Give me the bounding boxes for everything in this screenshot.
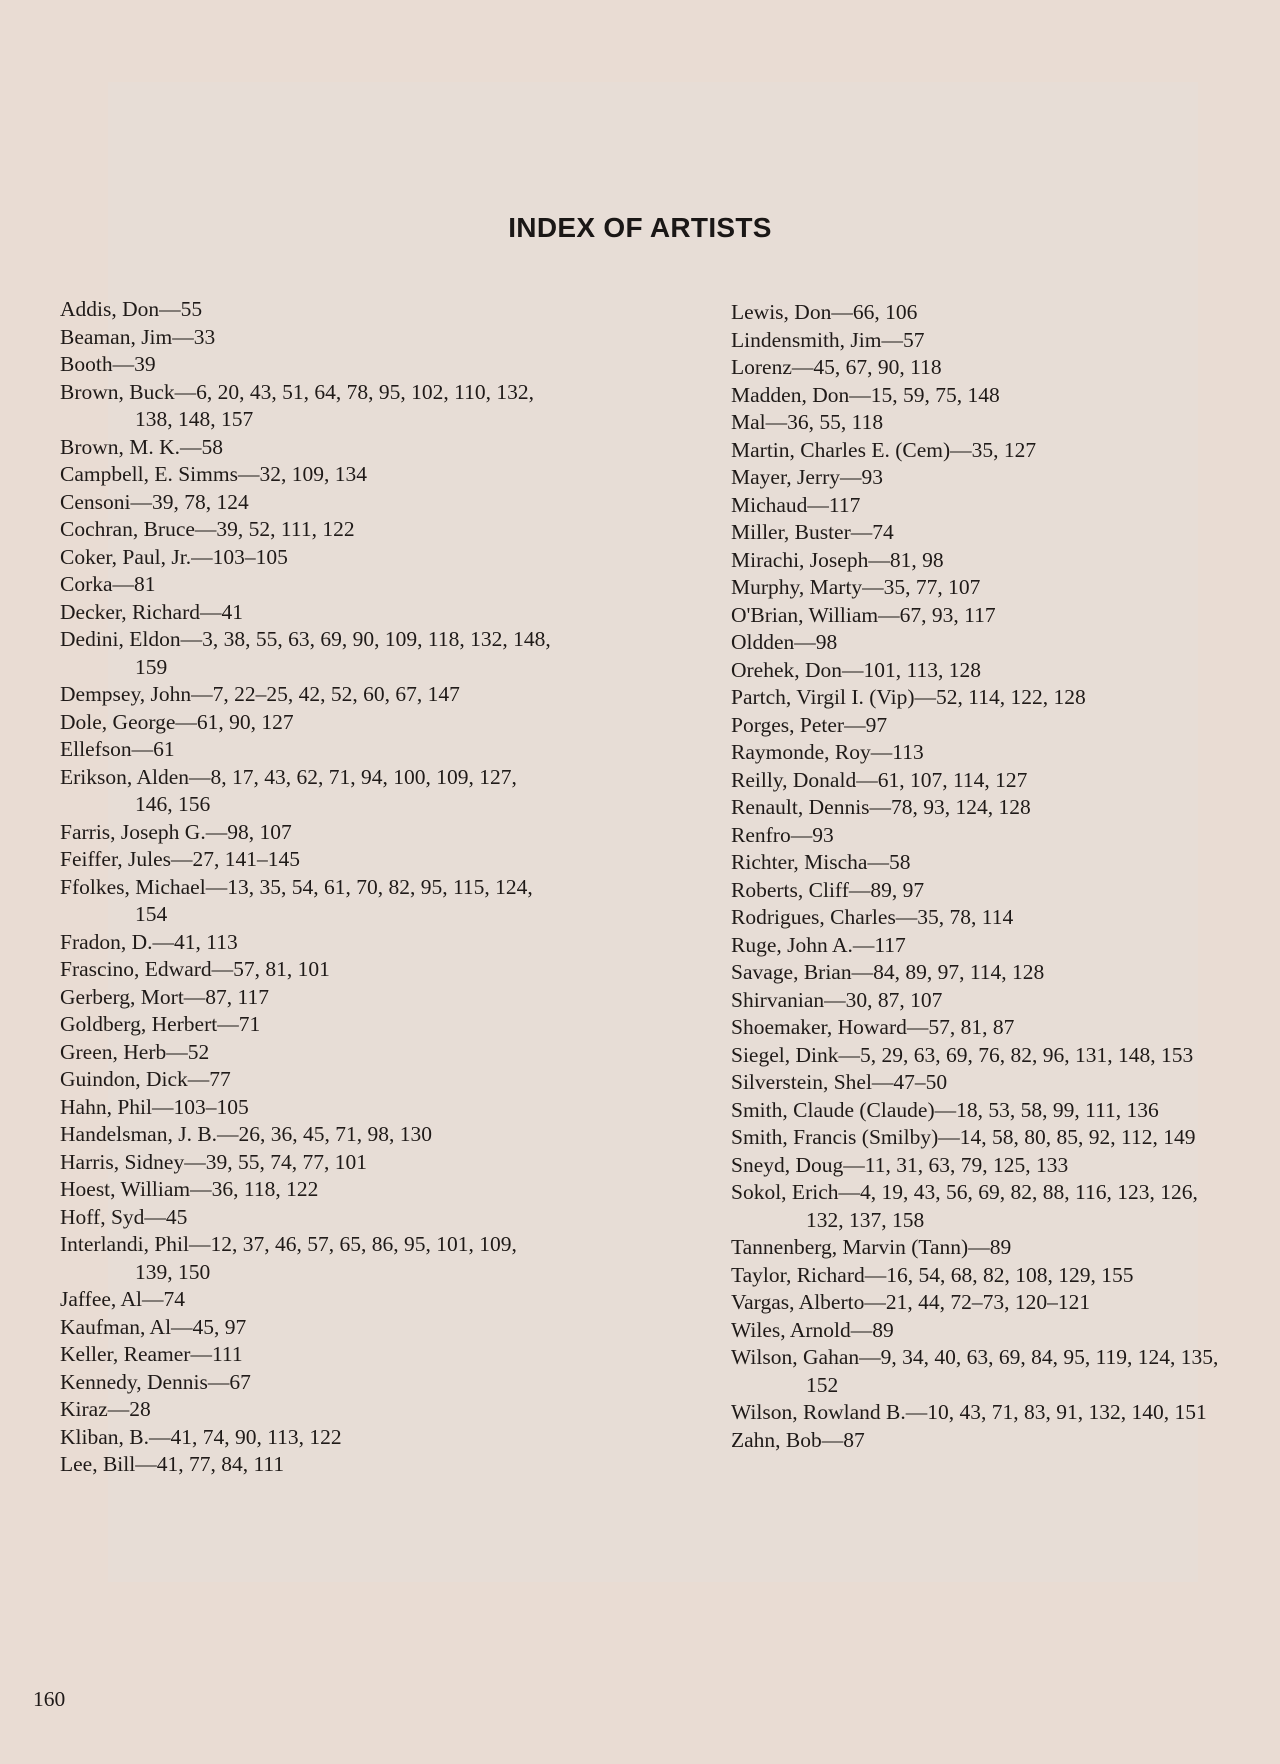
index-entry-continuation: 152 [806,1372,839,1397]
index-entry-text: Dedini, Eldon—3, 38, 55, 63, 69, 90, 109, 118, 132, 148, [60,627,551,651]
index-entry [731,629,1251,657]
index-entry-text: Harris, Sidney—39, 55, 74, 77, 101 [60,1149,367,1174]
index-entry [731,382,1251,410]
index-entry [731,464,1251,492]
index-entry-text: Renault, Dennis—78, 93, 124, 128 [731,795,1031,819]
index-entry [731,299,1251,327]
index-entry [60,379,600,434]
index-entry [731,822,1251,850]
index-entry [60,489,600,517]
index-entry-text: Goldberg, Herbert—71 [60,1012,261,1036]
index-entry-text: Hoest, William—36, 118, 122 [60,1177,319,1201]
index-entry [731,437,1251,465]
index-entry [60,1424,600,1452]
index-entry-text: Frascino, Edward—57, 81, 101 [60,957,330,981]
index-entry-text: Lindensmith, Jim—57 [731,327,925,352]
index-entry [60,626,600,681]
index-entry-text: Raymonde, Roy—113 [731,740,924,764]
index-entry [60,1396,600,1424]
index-entry [731,1262,1251,1290]
index-entry [731,1152,1251,1180]
index-entry-text: Green, Herb—52 [60,1039,210,1064]
index-entry-text: Lee, Bill—41, 77, 84, 111 [60,1452,285,1476]
index-entry-text: Zahn, Bob—87 [731,1427,865,1452]
index-entry [731,1399,1251,1427]
index-entry-continuation: 159 [135,654,168,679]
index-entry-text: Ffolkes, Michael—13, 35, 54, 61, 70, 82, 95, 115, 124, [60,874,533,899]
index-entry-text: Lewis, Don—66, 106 [731,300,918,324]
index-entry [60,461,600,489]
index-entry-continuation: 154 [135,902,168,926]
index-entry-text: Censoni—39, 78, 124 [60,489,249,514]
index-entry-text: Sokol, Erich—4, 19, 43, 56, 69, 82, 88, 116, 123, 126, [731,1180,1198,1204]
index-entry [731,904,1251,932]
index-entry-text: Shoemaker, Howard—57, 81, 87 [731,1015,1015,1039]
index-entry-text: Murphy, Marty—35, 77, 107 [731,575,981,599]
index-entry [731,1234,1251,1262]
index-entry [731,547,1251,575]
index-entry-text: Coker, Paul, Jr.—103–105 [60,544,288,569]
index-entry [60,709,600,737]
index-entry-text: Smith, Francis (Smilby)—14, 58, 80, 85, 92, 112, 149 [731,1125,1196,1149]
index-entry [731,739,1251,767]
index-entry [731,794,1251,822]
index-entry-text: Jaffee, Al—74 [60,1287,185,1311]
index-entry-text: Porges, Peter—97 [731,712,888,737]
index-entry-text: Ellefson—61 [60,737,175,761]
index-entry-text: Tannenberg, Marvin (Tann)—89 [731,1235,1012,1259]
index-entry-text: Interlandi, Phil—12, 37, 46, 57, 65, 86, 95, 101, 109, [60,1232,517,1256]
index-entry [731,959,1251,987]
index-entry [731,877,1251,905]
index-entry [731,1124,1251,1152]
index-entry [60,1149,600,1177]
index-entry-text: Miller, Buster—74 [731,520,894,544]
index-entry [731,409,1251,437]
index-entry [60,1204,600,1232]
index-entry [60,736,600,764]
index-entry-text: Kaufman, Al—45, 97 [60,1314,247,1339]
index-entry [731,1069,1251,1097]
page-number: 160 [33,1687,66,1711]
index-entry-text: Reilly, Donald—61, 107, 114, 127 [731,767,1028,792]
index-entry-text: Erikson, Alden—8, 17, 43, 62, 71, 94, 100, 109, 127, [60,764,517,789]
index-entry-text: Handelsman, J. B.—26, 36, 45, 71, 98, 130 [60,1122,433,1146]
index-entry-text: O'Brian, William—67, 93, 117 [731,602,996,627]
index-entry [60,1369,600,1397]
index-entry-text: Vargas, Alberto—21, 44, 72–73, 120–121 [731,1290,1091,1314]
index-entry-text: Hoff, Syd—45 [60,1204,188,1229]
index-entry-text: Oldden—98 [731,630,838,654]
index-column-left [60,296,600,1479]
index-entry-text: Richter, Mischa—58 [731,850,911,874]
index-entry-text: Partch, Virgil I. (Vip)—52, 114, 122, 128 [731,685,1086,709]
index-entry-text: Dempsey, John—7, 22–25, 42, 52, 60, 67, 147 [60,682,460,706]
index-entry [60,296,600,324]
index-entry [60,956,600,984]
index-entry-text: Feiffer, Jules—27, 141–145 [60,847,300,871]
index-entry [731,657,1251,685]
index-entry [60,351,600,379]
index-entry [731,1042,1251,1070]
index-entry [731,1317,1251,1345]
index-entry-text: Martin, Charles E. (Cem)—35, 127 [731,437,1037,462]
index-entry [60,1066,600,1094]
index-entry-text: Siegel, Dink—5, 29, 63, 69, 76, 82, 96, 131, 148, 153 [731,1042,1194,1067]
index-entry-text: Kennedy, Dennis—67 [60,1369,251,1394]
index-entry [60,1341,600,1369]
index-entry [60,516,600,544]
index-column-right [731,299,1251,1454]
index-entry-text: Mayer, Jerry—93 [731,465,883,489]
index-entry-text: Lorenz—45, 67, 90, 118 [731,355,942,379]
index-entry [731,327,1251,355]
index-entry-text: Fradon, D.—41, 113 [60,929,238,954]
index-entry-text: Orehek, Don—101, 113, 128 [731,657,982,682]
index-entry-text: Brown, M. K.—58 [60,434,224,459]
index-entry [731,767,1251,795]
index-entry-text: Wilson, Rowland B.—10, 43, 71, 83, 91, 132, 140, 151 [731,1400,1207,1424]
index-entry-text: Savage, Brian—84, 89, 97, 114, 128 [731,960,1045,984]
index-entry-text: Cochran, Bruce—39, 52, 111, 122 [60,517,355,541]
index-entry-text: Wiles, Arnold—89 [731,1317,894,1342]
index-entry [60,874,600,929]
index-entry-continuation: 139, 150 [135,1259,211,1284]
index-entry [731,849,1251,877]
index-entry [731,574,1251,602]
index-entry [60,1314,600,1342]
index-entry-text: Michaud—117 [731,492,861,517]
index-entry [731,1344,1251,1399]
index-entry [731,712,1251,740]
index-entry-text: Dole, George—61, 90, 127 [60,709,294,734]
index-entry [60,819,600,847]
index-entry [60,1121,600,1149]
index-entry-text: Decker, Richard—41 [60,599,244,624]
index-entry-text: Silverstein, Shel—47–50 [731,1070,948,1094]
index-entry-text: Taylor, Richard—16, 54, 68, 82, 108, 129, 155 [731,1262,1134,1287]
index-entry [731,1179,1251,1234]
index-entry [60,599,600,627]
index-entry [60,1231,600,1286]
index-entry [731,932,1251,960]
index-entry [60,1011,600,1039]
index-entry [60,1286,600,1314]
index-entry-text: Kliban, B.—41, 74, 90, 113, 122 [60,1424,342,1449]
index-entry-continuation: 132, 137, 158 [806,1207,925,1232]
index-entry-text: Gerberg, Mort—87, 117 [60,984,269,1009]
index-entry-text: Beaman, Jim—33 [60,324,216,349]
index-entry-text: Wilson, Gahan—9, 34, 40, 63, 69, 84, 95, 119, 124, 135, [731,1345,1219,1369]
index-entry-text: Ruge, John A.—117 [731,932,906,957]
index-entry-text: Shirvanian—30, 87, 107 [731,987,943,1012]
index-entry-text: Hahn, Phil—103–105 [60,1094,249,1119]
index-entry-continuation: 138, 148, 157 [135,407,254,431]
index-entry [731,1427,1251,1455]
index-entry [731,1289,1251,1317]
index-entry-text: Booth—39 [60,352,156,376]
index-entry-text: Rodrigues, Charles—35, 78, 114 [731,905,1014,929]
index-entry-text: Brown, Buck—6, 20, 43, 51, 64, 78, 95, 102, 110, 132, [60,379,534,404]
index-entry [731,1097,1251,1125]
index-entry [731,602,1251,630]
index-entry [60,571,600,599]
index-entry [60,681,600,709]
index-entry [60,324,600,352]
index-entry-text: Campbell, E. Simms—32, 109, 134 [60,462,367,486]
index-entry [60,1094,600,1122]
index-entry [60,764,600,819]
index-entry-text: Keller, Reamer—111 [60,1342,243,1366]
index-entry-continuation: 146, 156 [135,792,211,816]
index-entry-text: Addis, Don—55 [60,297,203,321]
index-entry [60,1039,600,1067]
index-entry [60,929,600,957]
index-entry-text: Sneyd, Doug—11, 31, 63, 79, 125, 133 [731,1152,1069,1177]
index-entry-text: Corka—81 [60,572,156,596]
index-entry-text: Smith, Claude (Claude)—18, 53, 58, 99, 111, 136 [731,1097,1159,1122]
index-entry [60,1176,600,1204]
index-entry-text: Madden, Don—15, 59, 75, 148 [731,382,1000,407]
index-entry [731,684,1251,712]
page-title: INDEX OF ARTISTS [508,212,772,243]
index-entry [60,544,600,572]
index-entry [731,1014,1251,1042]
index-entry-text: Kiraz—28 [60,1397,151,1421]
index-entry-text: Roberts, Cliff—89, 97 [731,877,925,902]
index-entry [731,519,1251,547]
index-entry-text: Farris, Joseph G.—98, 107 [60,819,292,844]
index-entry-text: Guindon, Dick—77 [60,1067,231,1091]
index-entry [60,1451,600,1479]
index-entry [60,984,600,1012]
index-entry [731,492,1251,520]
index-entry-text: Mal—36, 55, 118 [731,410,884,434]
index-entry-text: Renfro—93 [731,822,834,847]
index-entry [60,846,600,874]
index-entry [731,987,1251,1015]
index-entry-text: Mirachi, Joseph—81, 98 [731,547,944,572]
index-entry [731,354,1251,382]
index-entry [60,434,600,462]
